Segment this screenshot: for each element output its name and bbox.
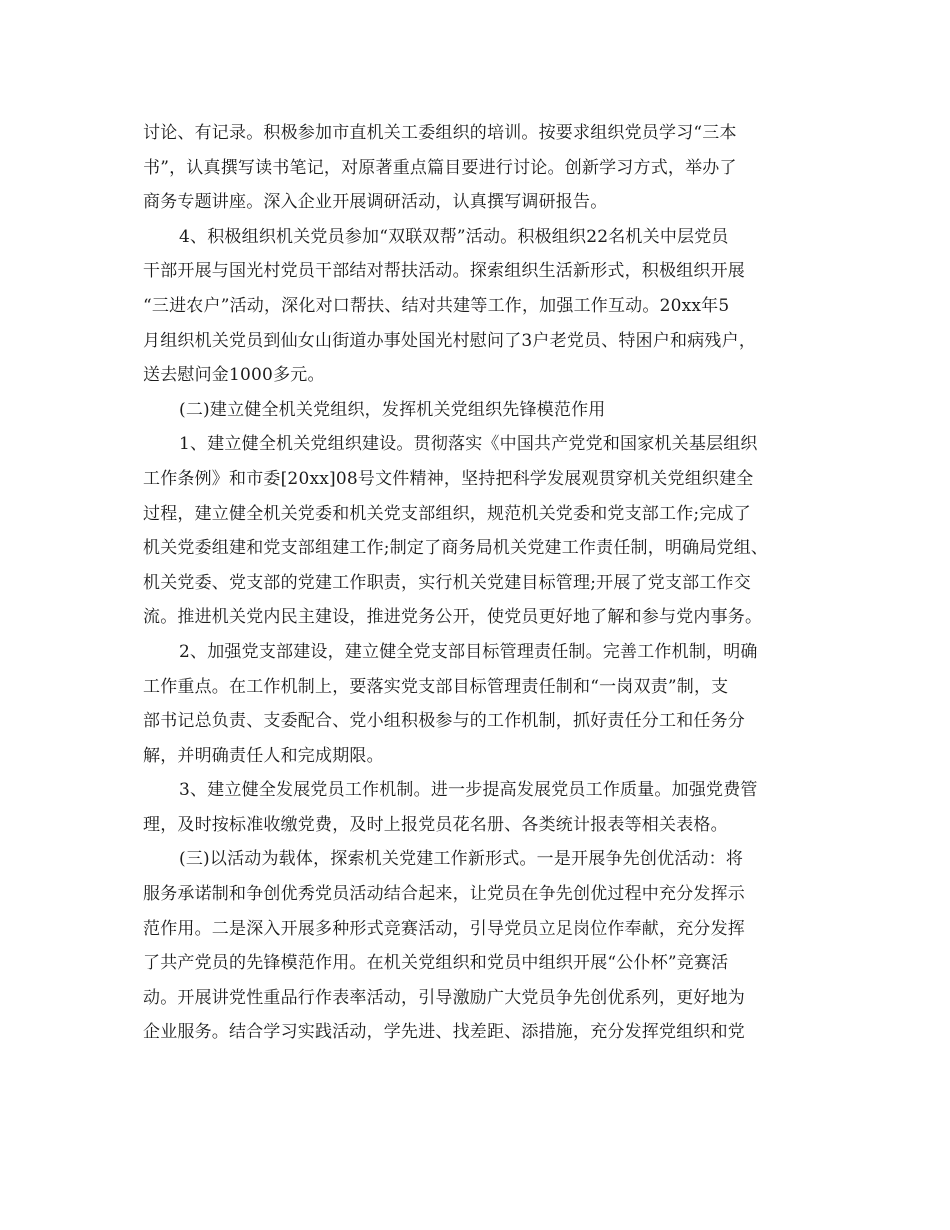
text-line: 工作重点。在工作机制上，要落实党支部目标管理责任制和“一岗双责”制，支 <box>143 676 729 697</box>
text-line: 送去慰问金1000多元。 <box>143 365 325 386</box>
text-line: 过程，建立健全机关党委和机关党支部组织，规范机关党委和党支部工作;完成了 <box>143 503 751 524</box>
text-line: 范作用。二是深入开展多种形式竞赛活动，引导党员立足岗位作奉献，充分发挥 <box>143 918 745 939</box>
document-body <box>143 116 823 1050</box>
text-line: 3、建立健全发展党员工作机制。进一步提高发展党员工作质量。加强党费管 <box>179 780 758 801</box>
text-line: 流。推进机关党内民主建设，推进党务公开，使党员更好地了解和参与党内事务。 <box>143 607 763 628</box>
text-line: 企业服务。结合学习实践活动，学先进、找差距、添措施，充分发挥党组织和党 <box>143 1022 745 1043</box>
text-line: 部书记总负责、支委配合、党小组积极参与的工作机制，抓好责任分工和任务分 <box>143 711 745 732</box>
text-line: 了共产党员的先锋模范作用。在机关党组织和党员中组织开展“公仆杯”竞赛活 <box>143 953 729 974</box>
text-line: 干部开展与国光村党员干部结对帮扶活动。探索组织生活新形式，积极组织开展 <box>143 261 745 282</box>
text-line: (三)以活动为载体，探索机关党建工作新形式。一是开展争先创优活动：将 <box>179 849 744 870</box>
text-line: 讨论、有记录。积极参加市直机关工委组织的培训。按要求组织党员学习“三本 <box>143 123 737 143</box>
text-line: 月组织机关党员到仙女山街道办事处国光村慰问了3户老党员、特困户和病残户， <box>143 330 757 351</box>
text-line: 动。开展讲党性重品行作表率活动，引导激励广大党员争先创优系列，更好地为 <box>143 987 745 1008</box>
text-line: 理，及时按标准收缴党费，及时上报党员花名册、各类统计报表等相关表格。 <box>143 814 728 835</box>
text-line: (二)建立健全机关党组织，发挥机关党组织先锋模范作用 <box>179 399 606 420</box>
text-line: 机关党委组建和党支部组建工作;制定了商务局机关党建工作责任制，明确局党组、 <box>143 538 769 559</box>
text-line: 解，并明确责任人和完成期限。 <box>143 745 384 766</box>
text-line: 4、积极组织机关党员参加“双联双帮”活动。积极组织22名机关中层党员 <box>179 226 729 247</box>
text-line: 书”，认真撰写读书笔记，对原著重点篇目要进行讨论。创新学习方式，举办了 <box>143 157 737 178</box>
text-line: “三进农户”活动，深化对口帮扶、结对共建等工作，加强工作互动。20xx年5 <box>143 295 730 316</box>
text-line: 商务专题讲座。深入企业开展调研活动，认真撰写调研报告。 <box>143 192 608 213</box>
text-line: 机关党委、党支部的党建工作职责，实行机关党建目标管理;开展了党支部工作交 <box>143 572 751 593</box>
text-line: 工作条例》和市委[20xx]08号文件精神，坚持把科学发展观贯穿机关党组织建全 <box>143 468 754 489</box>
text-line: 1、建立健全机关党组织建设。贯彻落实《中国共产党党和国家机关基层组织 <box>179 434 758 455</box>
text-line: 2、加强党支部建设，建立健全党支部目标管理责任制。完善工作机制，明确 <box>179 641 758 662</box>
text-line: 服务承诺制和争创优秀党员活动结合起来，让党员在争先创优过程中充分发挥示 <box>143 884 745 905</box>
